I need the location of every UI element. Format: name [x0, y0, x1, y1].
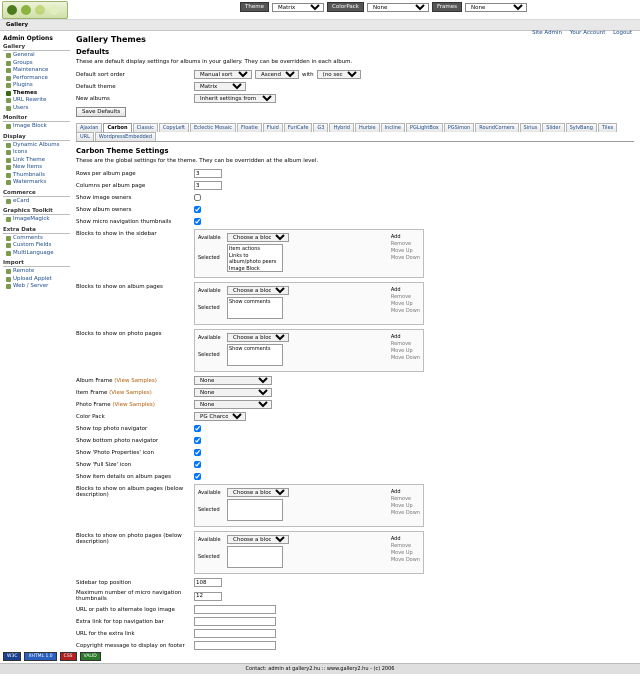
display-toggle-label: Show item details on album pages — [76, 473, 172, 480]
colorpack-label: ColorPack — [327, 2, 364, 12]
desc-block-picker-available-select[interactable] — [227, 535, 289, 544]
block-picker-available-select[interactable] — [227, 286, 289, 295]
sidebar-item-image-block[interactable] — [3, 123, 70, 131]
gallery-logo — [2, 1, 68, 19]
sidebar-item-link-theme[interactable] — [3, 157, 70, 165]
theme-setting-label: Show micro navigation thumbnails — [76, 218, 172, 225]
second-sort-select[interactable] — [317, 70, 361, 79]
desc-block-picker-move-down-button[interactable]: Move Down — [390, 510, 420, 516]
desc-block-picker-add-button[interactable]: Add — [390, 536, 401, 542]
validation-badges — [0, 650, 640, 663]
tab-hybrid[interactable]: Hybrid — [329, 123, 354, 132]
sidebar-item-icons[interactable] — [3, 149, 70, 157]
comment-icon — [6, 236, 11, 241]
display-toggle-row — [76, 472, 634, 481]
breadcrumb[interactable]: Gallery — [0, 20, 640, 31]
display-toggle-label: Show 'Photo Properties' icon — [76, 449, 154, 456]
text-setting-row — [76, 617, 634, 626]
block-picker-section — [76, 229, 634, 372]
sidebar-item-thumbnails[interactable] — [3, 172, 70, 180]
block-picker-panel — [194, 229, 424, 278]
theme-setting-label: Columns per album page — [76, 182, 146, 189]
theme-setting-row — [76, 193, 634, 202]
theme-label: Theme — [240, 2, 269, 12]
gear-icon — [6, 53, 11, 58]
tab-roundcorners[interactable]: RoundCorners — [475, 123, 518, 132]
theme-settings-heading: Carbon Theme Settings — [76, 147, 169, 155]
display-toggle-checkbox[interactable] — [194, 473, 201, 480]
sidebar-item-dynamic-albums[interactable] — [3, 142, 70, 150]
block-picker-label: Blocks to show on album pages — [76, 284, 163, 290]
color-pack-row — [76, 412, 634, 421]
badge-w3c[interactable]: W3C — [3, 652, 21, 661]
sidebar-item-label: Thumbnails — [13, 171, 45, 178]
sidebar-group — [3, 208, 70, 224]
theme-setting-checkbox[interactable] — [194, 194, 201, 201]
album-icon — [6, 143, 11, 148]
new-albums-row — [76, 94, 634, 103]
plug-icon — [6, 83, 11, 88]
sidebar-group-title: Monitor — [3, 115, 70, 122]
frame-label — [76, 390, 194, 396]
desc-block-picker-panel — [194, 531, 424, 574]
desc-block-picker-available-label: Available — [198, 536, 221, 543]
sidebar-item-label: New Items — [13, 164, 43, 170]
block-picker-available-label: Available — [198, 287, 221, 294]
text-setting-row — [76, 605, 634, 614]
sidebar-item-ecard[interactable] — [3, 198, 70, 206]
sidebar-group — [3, 115, 70, 131]
basic-settings-rows — [76, 169, 634, 226]
default-sort-order-row — [76, 70, 634, 79]
sidebar-item-groups[interactable] — [3, 60, 70, 68]
block-picker-label: Blocks to show in the sidebar — [76, 231, 157, 237]
block-picker-move-down-button[interactable]: Move Down — [390, 255, 420, 261]
sidebar-item-new-items[interactable] — [3, 164, 70, 172]
block-picker-label: Blocks to show on photo pages — [76, 331, 162, 337]
sidebar-item-label: ImageMagick — [13, 216, 50, 222]
admin-links — [526, 30, 632, 36]
frame-label-text: Photo Frame — [76, 401, 113, 408]
defaults-heading: Defaults — [76, 48, 110, 56]
sidebar-group-title: Gallery — [3, 44, 70, 51]
sidebar-item-label: Comments — [13, 234, 43, 241]
colorpack-select[interactable] — [367, 3, 429, 12]
sidebar-group-title: Import — [3, 260, 70, 267]
block-picker-selected-label: Selected — [198, 352, 220, 358]
default-theme-label: Default theme — [76, 83, 116, 90]
tab-url[interactable]: URL — [76, 132, 94, 141]
default-sort-order-select[interactable] — [194, 70, 252, 79]
sidebar-item-label: Groups — [13, 59, 33, 66]
block-picker-selected-list[interactable] — [227, 297, 283, 319]
block-picker-available-select[interactable] — [227, 233, 289, 242]
card-icon — [6, 199, 11, 204]
sidebar-group-title: Graphics Toolkit — [3, 208, 70, 215]
tab-sylvbang[interactable]: SylvBang — [566, 123, 597, 132]
tab-pglightbox[interactable]: PGLightBox — [406, 123, 443, 132]
text-settings-rows — [76, 578, 634, 650]
block-picker-move-up-button[interactable]: Move Up — [390, 248, 413, 254]
field-icon — [6, 243, 11, 248]
block-picker-remove-button[interactable]: Remove — [390, 341, 412, 347]
sidebar-item-label: Maintenance — [13, 67, 49, 73]
sidebar-item-label: General — [13, 52, 35, 58]
block-picker-selected-list[interactable] — [227, 344, 283, 366]
desc-block-picker-row — [76, 484, 634, 527]
frame-select[interactable] — [194, 376, 272, 385]
badge-css[interactable]: CSS — [60, 652, 77, 661]
group-icon — [6, 61, 11, 66]
tab-sirius[interactable]: Sirius — [520, 123, 542, 132]
list-item[interactable]: Image Block — [229, 265, 260, 272]
theme-setting-label: Show image owners — [76, 194, 132, 201]
sidebar-group — [3, 134, 70, 187]
block-picker-add-button[interactable]: Add — [390, 334, 401, 340]
block-picker-add-button[interactable]: Add — [390, 234, 401, 240]
text-setting-input[interactable] — [194, 605, 276, 614]
text-setting-input[interactable] — [194, 641, 276, 650]
theme-tabs — [76, 123, 634, 142]
view-samples-link[interactable]: (View Samples) — [109, 389, 152, 396]
text-setting-label: URL or path to alternate logo image — [76, 606, 175, 613]
desc-block-picker-move-down-button[interactable]: Move Down — [390, 557, 420, 563]
desc-block-picker-remove-button[interactable]: Remove — [390, 543, 412, 549]
wrench-icon — [6, 68, 11, 73]
theme-setting-row — [76, 181, 634, 190]
desc-block-picker-panel — [194, 484, 424, 527]
magick-icon — [6, 217, 11, 222]
footer-text: Contact: admin at gallery2.hu :: www.gallery2.hu - (c) 2006 — [0, 663, 640, 674]
tab-incline[interactable]: Incline — [381, 123, 405, 132]
tab-carbon[interactable]: Carbon — [103, 123, 131, 132]
frame-select[interactable] — [194, 400, 272, 409]
block-picker-move-up-button[interactable]: Move Up — [390, 348, 413, 354]
text-setting-label: Copyright message to display on footer — [76, 642, 185, 649]
sidebar-item-watermarks[interactable] — [3, 179, 70, 187]
tab-eclectic-mosaic[interactable]: Eclectic Mosaic — [190, 123, 236, 132]
sidebar-item-multilanguage[interactable] — [3, 250, 70, 258]
frame-row — [76, 376, 634, 385]
link-logout[interactable]: Logout — [613, 30, 632, 36]
sidebar-group-title: Display — [3, 134, 70, 141]
block-picker-available-label: Available — [198, 334, 221, 341]
thumb-icon — [6, 173, 11, 178]
desc-block-picker-selected-list[interactable] — [227, 546, 283, 568]
save-defaults-button[interactable]: Save Defaults — [76, 107, 126, 117]
sidebar-title: Admin Options — [3, 35, 53, 42]
link-icon — [6, 158, 11, 163]
tab-g3[interactable]: G3 — [313, 123, 328, 132]
tab-fluid[interactable]: Fluid — [263, 123, 283, 132]
text-setting-input[interactable] — [194, 578, 222, 587]
block-picker-selected-list[interactable] — [227, 244, 283, 272]
sidebar-item-custom-fields[interactable] — [3, 242, 70, 250]
desc-block-picker-row — [76, 531, 634, 574]
frame-select[interactable] — [194, 388, 272, 397]
block-picker-add-button[interactable]: Add — [390, 287, 401, 293]
sidebar-item-label: Link Theme — [13, 156, 45, 163]
block-picker-move-up-button[interactable]: Move Up — [390, 301, 413, 307]
sidebar-group-title: Commerce — [3, 190, 70, 197]
web-icon — [6, 284, 11, 289]
theme-settings-description: These are the global settings for the theme. They can be overridden at the album level. — [76, 158, 319, 164]
sidebar-item-label: URL Rewrite — [13, 97, 47, 103]
display-toggle-checkbox[interactable] — [194, 437, 201, 444]
theme-setting-label: Show album owners — [76, 206, 132, 213]
display-toggle-row — [76, 448, 634, 457]
display-toggle-checkbox[interactable] — [194, 449, 201, 456]
theme-select[interactable] — [272, 3, 324, 12]
sidebar-item-label: Dynamic Albums — [13, 141, 60, 148]
display-toggle-label: Show bottom photo navigator — [76, 437, 159, 444]
sidebar-item-performance[interactable] — [3, 75, 70, 83]
description-block-picker-section — [76, 484, 634, 574]
block-picker-panel — [194, 282, 424, 325]
sidebar-item-label: Custom Fields — [13, 242, 52, 248]
display-toggle-row — [76, 436, 634, 445]
tab-ajaxian[interactable]: Ajaxian — [76, 123, 102, 132]
frames-label: Frames — [432, 2, 462, 12]
theme-setting-input[interactable] — [194, 169, 222, 178]
sidebar-item-label: Plugins — [13, 82, 33, 88]
footer — [0, 650, 640, 674]
text-setting-label: Sidebar top position — [76, 579, 132, 586]
default-theme-row — [76, 82, 634, 91]
display-toggle-rows — [76, 424, 634, 481]
sidebar-item-label: Web / Server — [13, 283, 49, 289]
list-item[interactable]: Links to album/photo peers — [229, 252, 277, 265]
upload-icon — [6, 277, 11, 282]
sidebar-group — [3, 44, 70, 112]
frame-label-text: Album Frame — [76, 377, 115, 384]
paint-icon — [6, 91, 11, 96]
text-setting-row — [76, 578, 634, 587]
block-picker-row — [76, 282, 634, 325]
sidebar-item-plugins[interactable] — [3, 82, 70, 90]
badge-xhtml-1-0[interactable]: XHTML 1.0 — [24, 652, 56, 661]
block-picker-available-label: Available — [198, 234, 221, 241]
top-theme-controls — [240, 2, 527, 12]
sidebar-item-comments[interactable] — [3, 235, 70, 243]
theme-setting-checkbox[interactable] — [194, 206, 201, 213]
frame-label-text: Item Frame — [76, 389, 110, 396]
desc-block-picker-selected-list[interactable] — [227, 499, 283, 521]
frame-label — [76, 378, 194, 384]
sidebar-group-title: Extra Data — [3, 227, 70, 234]
new-albums-label: New albums — [76, 95, 110, 102]
block-picker-remove-button[interactable]: Remove — [390, 241, 412, 247]
link-site-admin[interactable]: Site Admin — [532, 30, 562, 36]
frame-settings-rows — [76, 376, 634, 421]
desc-block-picker-move-up-button[interactable]: Move Up — [390, 550, 413, 556]
sidebar-item-label: Upload Applet — [13, 275, 52, 282]
text-setting-input[interactable] — [194, 617, 276, 626]
sidebar — [0, 31, 72, 294]
page-title: Gallery Themes — [76, 35, 146, 44]
text-setting-row — [76, 629, 634, 638]
sidebar-group — [3, 190, 70, 206]
theme-setting-row — [76, 205, 634, 214]
sidebar-group — [3, 227, 70, 258]
badge-valid[interactable]: VALID — [80, 652, 101, 661]
color-pack-label: Color Pack — [76, 413, 105, 420]
display-toggle-label: Show top photo navigator — [76, 425, 148, 432]
sidebar-item-users[interactable] — [3, 105, 70, 113]
sidebar-item-label: eCard — [13, 197, 30, 204]
display-toggle-checkbox[interactable] — [194, 425, 201, 432]
image-icon — [6, 124, 11, 129]
globe-icon — [6, 251, 11, 256]
desc-block-picker-remove-button[interactable]: Remove — [390, 496, 412, 502]
sidebar-group — [3, 260, 70, 291]
sidebar-item-themes[interactable] — [3, 90, 70, 98]
display-toggle-label: Show 'Full Size' icon — [76, 461, 132, 468]
sidebar-item-url-rewrite[interactable] — [3, 97, 70, 105]
theme-setting-checkbox[interactable] — [194, 218, 201, 225]
sidebar-item-remote[interactable] — [3, 268, 70, 276]
frame-row — [76, 388, 634, 397]
tab-wordpressembedded[interactable]: WordpressEmbedded — [95, 132, 156, 141]
theme-setting-row — [76, 217, 634, 226]
view-samples-link[interactable]: (View Samples) — [112, 401, 155, 408]
top-bar — [0, 0, 640, 20]
page-layout — [0, 31, 640, 674]
link-icon — [6, 98, 11, 103]
sidebar-item-label: Watermarks — [13, 179, 47, 185]
block-picker-selected-label: Selected — [198, 255, 220, 261]
with-label: with — [302, 71, 314, 78]
desc-block-picker-selected-label: Selected — [198, 507, 220, 513]
save-defaults-bar — [76, 107, 634, 117]
tab-copyleft[interactable]: CopyLeft — [159, 123, 189, 132]
theme-setting-label: Rows per album page — [76, 170, 136, 177]
icons-icon — [6, 150, 11, 155]
user-icon — [6, 106, 11, 111]
desc-block-picker-label: Blocks to show on album pages (below description) — [76, 486, 184, 498]
view-samples-link[interactable]: (View Samples) — [114, 377, 157, 384]
sort-direction-select[interactable] — [255, 70, 299, 79]
list-item[interactable]: Show comments — [229, 299, 271, 305]
frames-select[interactable] — [465, 3, 527, 12]
frame-row — [76, 400, 634, 409]
sidebar-item-label: Image Block — [13, 123, 47, 129]
text-setting-label: URL for the extra link — [76, 630, 135, 637]
desc-block-picker-available-select[interactable] — [227, 488, 289, 497]
block-picker-panel — [194, 329, 424, 372]
block-picker-move-down-button[interactable]: Move Down — [390, 308, 420, 314]
water-icon — [6, 180, 11, 185]
block-picker-selected-label: Selected — [198, 305, 220, 311]
text-setting-row — [76, 590, 634, 602]
sidebar-item-label: MultiLanguage — [13, 249, 54, 256]
tab-hurbie[interactable]: Hurbie — [355, 123, 380, 132]
tab-classic[interactable]: Classic — [133, 123, 158, 132]
tab-furicafe[interactable]: FuriCafe — [284, 123, 313, 132]
color-pack-select[interactable] — [194, 412, 246, 421]
list-item[interactable]: Item actions — [229, 246, 260, 252]
default-sort-order-label: Default sort order — [76, 71, 125, 78]
desc-block-picker-selected-label: Selected — [198, 554, 220, 560]
sidebar-item-label: Icons — [13, 149, 28, 155]
desc-block-picker-label: Blocks to show on photo pages (below description) — [76, 533, 182, 545]
display-toggle-row — [76, 460, 634, 469]
frame-label — [76, 402, 194, 408]
new-icon — [6, 165, 11, 170]
text-setting-input[interactable] — [194, 629, 276, 638]
sidebar-item-general[interactable] — [3, 52, 70, 60]
tab-floatie[interactable]: Floatie — [237, 123, 262, 132]
desc-block-picker-add-button[interactable]: Add — [390, 489, 401, 495]
block-picker-row — [76, 229, 634, 278]
text-setting-input[interactable] — [194, 592, 222, 601]
sidebar-item-label: Themes — [13, 89, 38, 96]
tab-slider[interactable]: Slider — [542, 123, 564, 132]
block-picker-available-select[interactable] — [227, 333, 289, 342]
sidebar-item-label: Performance — [13, 74, 48, 81]
text-setting-label: Extra link for top navigation bar — [76, 618, 164, 625]
theme-setting-row — [76, 169, 634, 178]
display-toggle-checkbox[interactable] — [194, 461, 201, 468]
sidebar-item-label: Remote — [13, 268, 35, 274]
remote-icon — [6, 269, 11, 274]
default-theme-select[interactable] — [194, 82, 246, 91]
theme-setting-input[interactable] — [194, 181, 222, 190]
tab-tiles[interactable]: Tiles — [598, 123, 617, 132]
sidebar-item-imagemagick[interactable] — [3, 216, 70, 224]
list-item[interactable]: Show comments — [229, 346, 271, 352]
main-content — [72, 31, 640, 674]
sidebar-item-label: Users — [13, 104, 29, 111]
block-picker-move-down-button[interactable]: Move Down — [390, 355, 420, 361]
display-toggle-row — [76, 424, 634, 433]
tab-pgsimon[interactable]: PGSimon — [444, 123, 475, 132]
sidebar-item-maintenance[interactable] — [3, 67, 70, 75]
link-your-account[interactable]: Your Account — [569, 30, 606, 36]
block-picker-row — [76, 329, 634, 372]
block-picker-remove-button[interactable]: Remove — [390, 294, 412, 300]
sidebar-item-upload-applet[interactable] — [3, 276, 70, 284]
text-setting-label: Maximum number of micro navigation thumbnails — [76, 590, 182, 602]
desc-block-picker-move-up-button[interactable]: Move Up — [390, 503, 413, 509]
gauge-icon — [6, 76, 11, 81]
new-albums-select[interactable] — [194, 94, 276, 103]
defaults-description: These are default display settings for albums in your gallery. They can be overridden in each album. — [76, 59, 353, 65]
desc-block-picker-available-label: Available — [198, 489, 221, 496]
sidebar-item-web-server[interactable] — [3, 283, 70, 291]
text-setting-row — [76, 641, 634, 650]
